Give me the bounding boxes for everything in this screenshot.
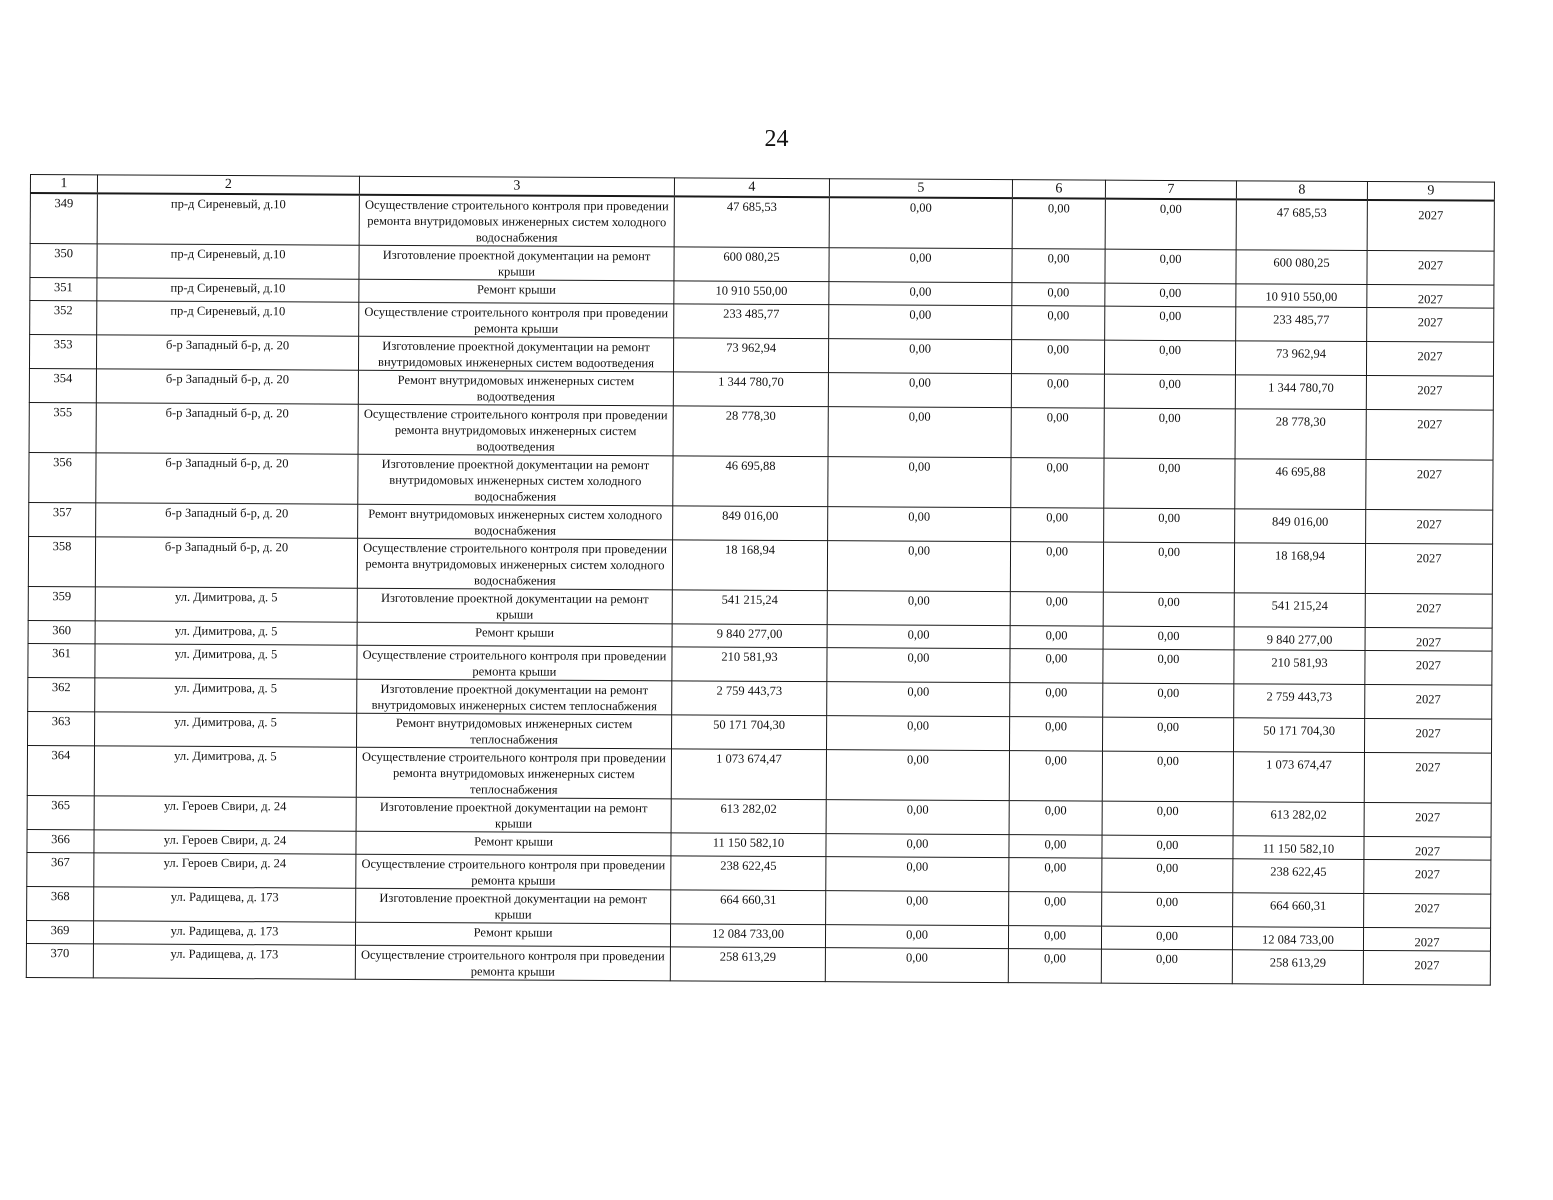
column-6-cell: 0,00 [1009,858,1102,892]
address-cell: пр-д Сиреневый, д.10 [97,244,359,279]
address-cell: пр-д Сиреневый, д.10 [97,278,359,302]
column-7-cell: 0,00 [1102,717,1233,752]
work-type-cell: Ремонт крыши [356,831,671,856]
row-number-cell: 368 [27,886,94,920]
column-6-cell: 0,00 [1010,683,1103,717]
table-row [29,402,1493,460]
column-5-cell: 0,00 [825,948,1008,983]
work-type-cell: Осуществление строительного контроля при проведении ремонта крыши [356,854,671,890]
column-header: 7 [1105,180,1236,199]
page-number: 24 [764,126,789,152]
column-7-cell: 0,00 [1104,340,1235,375]
column-6-cell: 0,00 [1008,926,1101,949]
column-7-cell: 0,00 [1102,892,1233,927]
column-header: 6 [1012,180,1105,199]
total-cost-cell: 600 080,25 [674,247,829,282]
column-5-cell: 0,00 [828,407,1011,458]
total-cost-cell: 50 171 704,30 [671,715,826,750]
year-cell: 2027 [1366,409,1493,460]
table-row [26,943,1490,985]
total-cost-cell: 73 962,94 [673,338,828,373]
address-cell: ул. Радищева, д. 173 [94,887,356,922]
column-6-cell: 0,00 [1010,626,1103,649]
year-cell: 2027 [1364,802,1491,837]
column-7-cell: 0,00 [1102,751,1233,802]
column-6-cell: 0,00 [1012,306,1105,340]
column-7-cell: 0,00 [1105,306,1236,341]
address-cell: ул. Димитрова, д. 5 [95,712,357,747]
work-type-cell: Изготовление проектной документации на ремонт крыши [357,588,672,624]
address-cell: б-р Западный б-р, д. 20 [96,369,358,404]
total-cost-cell: 10 910 550,00 [674,281,829,305]
column-5-cell: 0,00 [829,305,1012,340]
total-cost-cell: 46 695,88 [673,456,828,507]
year-cell: 2027 [1367,285,1494,309]
column-6-cell: 0,00 [1010,542,1103,592]
column-6-cell: 0,00 [1010,592,1103,626]
column-6-cell: 0,00 [1012,283,1105,306]
row-number-cell: 366 [27,829,94,852]
work-type-cell: Осуществление строительного контроля при проведении ремонта крыши [355,945,670,981]
year-cell: 2027 [1365,543,1492,594]
column-8-cost-cell: 10 910 550,00 [1236,284,1367,308]
year-cell: 2027 [1365,627,1492,651]
total-cost-cell: 613 282,02 [671,799,826,834]
column-8-cost-cell: 18 168,94 [1234,543,1365,594]
year-cell: 2027 [1364,836,1491,860]
year-cell: 2027 [1366,342,1493,377]
column-7-cell: 0,00 [1104,508,1235,543]
address-cell: ул. Димитрова, д. 5 [95,644,357,679]
column-5-cell: 0,00 [826,716,1009,751]
row-number-cell: 362 [28,677,95,711]
column-7-cell: 0,00 [1101,926,1232,950]
row-number-cell: 357 [29,502,96,536]
row-number-cell: 359 [28,586,95,620]
year-cell: 2027 [1366,459,1493,510]
address-cell: ул. Димитрова, д. 5 [95,587,357,622]
column-6-cell: 0,00 [1011,458,1104,508]
work-type-cell: Осуществление строительного контроля при проведении ремонта внутридомовых инженерных систем теплоснабжения [356,747,671,799]
column-6-cell: 0,00 [1012,198,1105,249]
column-8-cost-cell: 600 080,25 [1236,250,1367,285]
total-cost-cell: 28 778,30 [673,406,828,457]
column-5-cell: 0,00 [827,541,1010,592]
column-6-cell: 0,00 [1011,508,1104,542]
column-7-cell: 0,00 [1103,592,1234,627]
work-type-cell: Изготовление проектной документации на ремонт внутридомовых инженерных систем теплоснабжения [357,679,672,715]
column-6-cell: 0,00 [1008,949,1101,983]
column-5-cell: 0,00 [828,457,1011,508]
column-8-cost-cell: 233 485,77 [1236,307,1367,342]
column-header: 1 [30,175,97,194]
column-7-cell: 0,00 [1101,949,1232,984]
column-7-cell: 0,00 [1105,249,1236,284]
column-5-cell: 0,00 [827,648,1010,683]
year-cell: 2027 [1367,308,1494,343]
column-7-cell: 0,00 [1105,283,1236,307]
work-type-cell: Изготовление проектной документации на ремонт крыши [356,888,671,924]
column-8-cost-cell: 1 344 780,70 [1235,375,1366,410]
column-8-cost-cell: 9 840 277,00 [1234,627,1365,651]
column-8-cost-cell: 238 622,45 [1233,859,1364,894]
column-6-cell: 0,00 [1009,751,1102,801]
total-cost-cell: 849 016,00 [673,506,828,541]
table-row [27,745,1491,803]
address-cell: б-р Западный б-р, д. 20 [96,453,358,504]
work-type-cell: Осуществление строительного контроля при проведении ремонта внутридомовых инженерных систем водоотведения [358,404,673,456]
column-5-cell: 0,00 [826,800,1009,835]
column-7-cell: 0,00 [1102,858,1233,893]
table-row [28,536,1492,594]
table-row [29,452,1493,510]
address-cell: ул. Димитрова, д. 5 [94,746,356,797]
column-7-cell: 0,00 [1102,835,1233,859]
total-cost-cell: 9 840 277,00 [672,624,827,648]
total-cost-cell: 1 073 674,47 [671,749,826,800]
row-number-cell: 367 [27,852,94,886]
row-number-cell: 351 [30,278,97,301]
row-number-cell: 365 [27,795,94,829]
column-5-cell: 0,00 [825,925,1008,949]
year-cell: 2027 [1364,718,1491,753]
work-type-cell: Изготовление проектной документации на ремонт крыши [356,797,671,833]
row-number-cell: 353 [29,335,96,369]
total-cost-cell: 12 084 733,00 [670,924,825,948]
column-5-cell: 0,00 [828,507,1011,542]
work-type-cell: Осуществление строительного контроля при проведении ремонта крыши [359,302,674,338]
total-cost-cell: 1 344 780,70 [673,372,828,407]
year-cell: 2027 [1364,859,1491,894]
work-type-cell: Ремонт внутридомовых инженерных систем холодного водоснабжения [358,504,673,540]
row-number-cell: 349 [30,193,97,244]
work-type-cell: Ремонт внутридомовых инженерных систем теплоснабжения [357,713,672,749]
column-5-cell: 0,00 [829,197,1012,248]
work-type-cell: Ремонт крыши [359,279,674,304]
year-cell: 2027 [1364,893,1491,928]
address-cell: ул. Героев Свири, д. 24 [94,796,356,831]
table-body [26,193,1494,985]
total-cost-cell: 2 759 443,73 [672,681,827,716]
row-number-cell: 356 [29,452,96,502]
column-7-cell: 0,00 [1102,801,1233,836]
table-row [30,193,1494,251]
row-number-cell: 350 [30,244,97,278]
capital-repair-table [26,174,1495,986]
total-cost-cell: 210 581,93 [672,647,827,682]
column-header: 5 [829,179,1012,198]
row-number-cell: 360 [28,620,95,643]
column-8-cost-cell: 613 282,02 [1233,802,1364,837]
total-cost-cell: 11 150 582,10 [671,833,826,857]
row-number-cell: 352 [30,301,97,335]
address-cell: б-р Западный б-р, д. 20 [95,537,357,588]
year-cell: 2027 [1367,200,1494,251]
column-header: 2 [97,175,359,195]
row-number-cell: 363 [28,711,95,745]
column-8-cost-cell: 12 084 733,00 [1232,927,1363,951]
column-7-cell: 0,00 [1104,458,1235,509]
column-8-cost-cell: 1 073 674,47 [1233,752,1364,803]
column-6-cell: 0,00 [1011,340,1104,374]
year-cell: 2027 [1363,927,1490,951]
column-header: 4 [674,178,829,197]
address-cell: пр-д Сиреневый, д.10 [97,301,359,336]
address-cell: ул. Димитрова, д. 5 [95,678,357,713]
address-cell: ул. Радищева, д. 173 [93,921,355,945]
row-number-cell: 358 [28,536,95,586]
address-cell: б-р Западный б-р, д. 20 [96,335,358,370]
row-number-cell: 354 [29,368,96,402]
year-cell: 2027 [1363,950,1490,985]
column-5-cell: 0,00 [827,682,1010,717]
column-6-cell: 0,00 [1011,374,1104,408]
column-7-cell: 0,00 [1103,542,1234,593]
column-6-cell: 0,00 [1009,835,1102,858]
row-number-cell: 355 [29,402,96,452]
address-cell: б-р Западный б-р, д. 20 [96,503,358,538]
column-6-cell: 0,00 [1009,892,1102,926]
column-6-cell: 0,00 [1010,649,1103,683]
column-8-cost-cell: 2 759 443,73 [1234,684,1365,719]
column-6-cell: 0,00 [1009,717,1102,751]
column-7-cell: 0,00 [1103,626,1234,650]
work-type-cell: Изготовление проектной документации на ремонт внутридомовых инженерных систем холодного водоснабжения [358,454,673,506]
column-7-cell: 0,00 [1104,408,1235,459]
column-5-cell: 0,00 [829,248,1012,283]
address-cell: ул. Радищева, д. 173 [93,944,355,979]
year-cell: 2027 [1365,684,1492,719]
column-5-cell: 0,00 [826,834,1009,858]
column-8-cost-cell: 541 215,24 [1234,593,1365,628]
address-cell: пр-д Сиреневый, д.10 [97,193,359,245]
column-6-cell: 0,00 [1012,249,1105,283]
work-type-cell: Осуществление строительного контроля при проведении ремонта внутридомовых инженерных систем холодного водоснабжения [357,538,672,590]
row-number-cell: 369 [26,920,93,943]
column-header: 9 [1367,182,1494,201]
column-8-cost-cell: 210 581,93 [1234,650,1365,685]
work-type-cell: Осуществление строительного контроля при проведении ремонта внутридомовых инженерных систем холодного водоснабжения [359,195,674,247]
address-cell: ул. Героев Свири, д. 24 [94,830,356,854]
column-5-cell: 0,00 [826,891,1009,926]
column-6-cell: 0,00 [1011,408,1104,458]
column-7-cell: 0,00 [1105,199,1236,250]
column-8-cost-cell: 258 613,29 [1232,950,1363,985]
column-5-cell: 0,00 [827,625,1010,649]
column-7-cell: 0,00 [1103,683,1234,718]
column-8-cost-cell: 73 962,94 [1235,341,1366,376]
column-6-cell: 0,00 [1009,801,1102,835]
year-cell: 2027 [1365,593,1492,628]
year-cell: 2027 [1366,376,1493,411]
column-5-cell: 0,00 [826,857,1009,892]
column-8-cost-cell: 849 016,00 [1235,509,1366,544]
column-8-cost-cell: 47 685,53 [1236,199,1367,250]
total-cost-cell: 47 685,53 [674,196,829,247]
year-cell: 2027 [1367,251,1494,286]
column-8-cost-cell: 50 171 704,30 [1233,718,1364,753]
column-5-cell: 0,00 [828,339,1011,374]
column-5-cell: 0,00 [829,282,1012,306]
work-type-cell: Ремонт крыши [355,922,670,947]
work-type-cell: Осуществление строительного контроля при проведении ремонта крыши [357,645,672,681]
total-cost-cell: 233 485,77 [674,304,829,339]
column-8-cost-cell: 11 150 582,10 [1233,836,1364,860]
total-cost-cell: 664 660,31 [671,890,826,925]
column-5-cell: 0,00 [826,750,1009,801]
year-cell: 2027 [1365,650,1492,685]
year-cell: 2027 [1366,509,1493,544]
column-header: 8 [1236,181,1367,200]
column-header: 3 [359,176,674,196]
work-type-cell: Изготовление проектной документации на ремонт крыши [359,245,674,281]
row-number-cell: 364 [27,745,94,795]
address-cell: ул. Димитрова, д. 5 [95,621,357,645]
column-8-cost-cell: 664 660,31 [1233,893,1364,928]
address-cell: ул. Героев Свири, д. 24 [94,853,356,888]
total-cost-cell: 238 622,45 [671,856,826,891]
column-7-cell: 0,00 [1103,649,1234,684]
column-8-cost-cell: 46 695,88 [1235,459,1366,510]
work-type-cell: Ремонт крыши [357,622,672,647]
column-8-cost-cell: 28 778,30 [1235,409,1366,460]
row-number-cell: 361 [28,643,95,677]
total-cost-cell: 18 168,94 [672,540,827,591]
work-type-cell: Изготовление проектной документации на ремонт внутридомовых инженерных систем водоотведения [358,336,673,372]
year-cell: 2027 [1364,752,1491,803]
address-cell: б-р Западный б-р, д. 20 [96,403,358,454]
total-cost-cell: 541 215,24 [672,590,827,625]
row-number-cell: 370 [26,943,93,977]
column-5-cell: 0,00 [827,591,1010,626]
total-cost-cell: 258 613,29 [670,947,825,982]
column-5-cell: 0,00 [828,373,1011,408]
work-type-cell: Ремонт внутридомовых инженерных систем водоотведения [358,370,673,406]
column-7-cell: 0,00 [1104,374,1235,409]
